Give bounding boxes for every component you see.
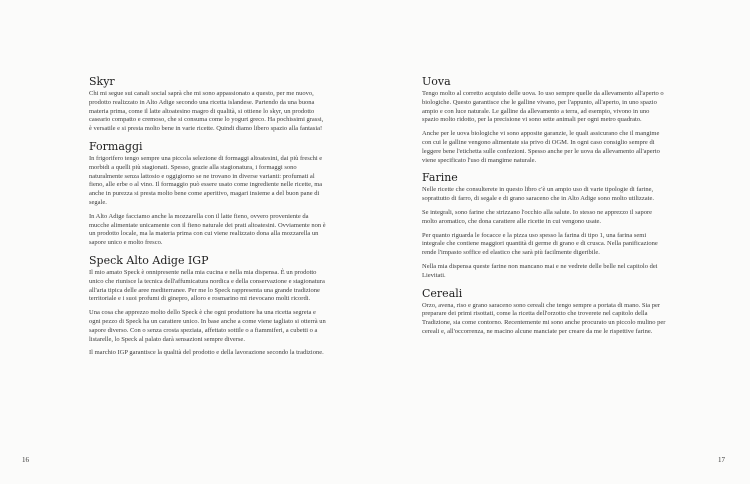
paragraph: Una cosa che apprezzo molto dello Speck è che ogni produttore ha una ricetta segreta e ogni pezzo di Speck ha un carattere unico. In base anche a come viene tagliato si otterrà un sapore diverso. Con o senza crosta speziata, affettato sottile o a fiammiferi, a cubetti o a listarelle, lo Speck al palato darà sensazioni sempre diverse. xyxy=(89,309,326,343)
section-title: Speck Alto Adige IGP xyxy=(89,253,209,267)
paragraph: Se integrali, sono farine che strizzano l'occhio alla salute. Io stesso ne apprezzo il sapore molto aromatico, che dona carattere alle ricette in cui vengono usate. xyxy=(422,208,653,225)
right-page xyxy=(375,0,750,484)
section-title: Uova xyxy=(422,75,451,88)
section-cereali xyxy=(422,288,666,337)
page-number: 17 xyxy=(718,456,725,464)
paragraph: Chi mi segue sui canali social saprà che mi sono appassionato a questo, per me nuovo, prodotto realizzato in Alto Adige secondo una ricetta islandese. Partendo da una buona materia prima, come il latte altoatesino magro di qualità, si ottiene lo skyr, un prodotto caseario compatto e cremoso, che si consuma come lo yogurt greco. Ha pochissimi grassi, è versatile e si presta molto bene in varie ricette. Quindi diamo libero spazio alla fantasia! xyxy=(89,90,324,133)
section-speck xyxy=(89,255,327,358)
section-formaggi xyxy=(89,141,327,248)
paragraph: Tengo molto al corretto acquisto delle uova. Io uso sempre quelle da allevamento all'aperto o biologiche. Questo garantisce che le galline vivano, per l'appunto, all'aperto, in uno spazio ampio e con luce naturale. Le galline da allevamento a terra, ad esempio, vivono in uno spazio molto ridotto, per la precisione vi sono sette animali per ogni metro quadrato. xyxy=(422,90,664,124)
section-skyr xyxy=(89,76,327,134)
section-title: Farine xyxy=(422,171,458,185)
paragraph: Nelle ricette che consulterete in questo libro c'è un ampio uso di varie tipologie di farine, soprattutto di farro, di segale e di grano saraceno che in Alto Adige sono molto utilizzate. xyxy=(422,186,654,203)
paragraph: Orzo, avena, riso e grano saraceno sono cereali che tengo sempre a portata di mano. Sia per preparare dei primi risottati, come la ricetta dell'orzotto che troverete nel capitolo della Tradizione, sia come contorno. Recentemente mi sono anche procurato un piccolo mulino per cereali e, all'occorrenza, ne macino alcune manciate per creare da me le rispettive farine. xyxy=(422,301,666,335)
paragraph: Il marchio IGP garantisce la qualità del prodotto e della lavorazione secondo la tradizione. xyxy=(89,349,324,357)
paragraph: In Alto Adige facciamo anche la mozzarella con il latte fieno, ovvero proveniente da mucche alimentate unicamente con il fieno naturale dei prati altoatesini. Ovviamente non è un prodotto locale, ma la materia prima con cui viene realizzato dona alla mozzarella un sapore unico e molto fresco. xyxy=(89,212,326,247)
right-column xyxy=(422,76,666,344)
paragraph: Anche per le uova biologiche vi sono apposite garanzie, le quali assicurano che il mangime con cui le galline vengono alimentate sia privo di OGM. In ogni caso consiglio sempre di leggere bene l'etichetta sulle confezioni. Spesso anche per le uova da allevamento all'aperto viene specificato l'uso di mangime naturale. xyxy=(422,130,660,164)
paragraph: In frigorifero tengo sempre una piccola selezione di formaggi altoatesini, dai più freschi e morbidi a quelli più stagionati. Spesso, grazie alla stagionatura, i formaggi sono naturalmente senza lattosio e oggigiorno se ne trovano in diverse varianti: profumati al fieno, alle erbe o al vino. Il formaggio può essere usato come ingrediente nelle ricette, ma anche in purezza si presta molto bene come aperitivo, magari insieme a del buon pane di segale. xyxy=(89,154,323,206)
section-title: Cereali xyxy=(422,286,463,300)
page-number: 16 xyxy=(22,456,29,464)
paragraph: Il mio amato Speck è onnipresente nella mia cucina e nella mia dispensa. È un prodotto unico che riunisce la tecnica dell'affumicatura nordica e della conservazione e stagionatura all'aria tipica delle aree mediterranee. Per me lo Speck rappresenta una grande tradizione territoriale e i suoi profumi di ginepro, alloro e rosmarino mi rievocano molti ricordi. xyxy=(89,268,325,303)
section-title: Formaggi xyxy=(89,139,143,153)
section-farine xyxy=(422,172,666,280)
section-uova xyxy=(422,76,666,165)
section-title: Skyr xyxy=(89,75,115,88)
left-column xyxy=(89,76,327,365)
paragraph: Per quanto riguarda le focacce e la pizza uso spesso la farina di tipo 1, una farina semi integrale che contiene maggiori quantità di germe di grano e di crusca. Nella panificazione rende l'impasto soffice ed elastico che sarà più facilmente digeribile. xyxy=(422,231,658,257)
paragraph: Nella mia dispensa queste farine non mancano mai e ne vedrete delle belle nel capitolo dei Lievitati. xyxy=(422,262,658,279)
